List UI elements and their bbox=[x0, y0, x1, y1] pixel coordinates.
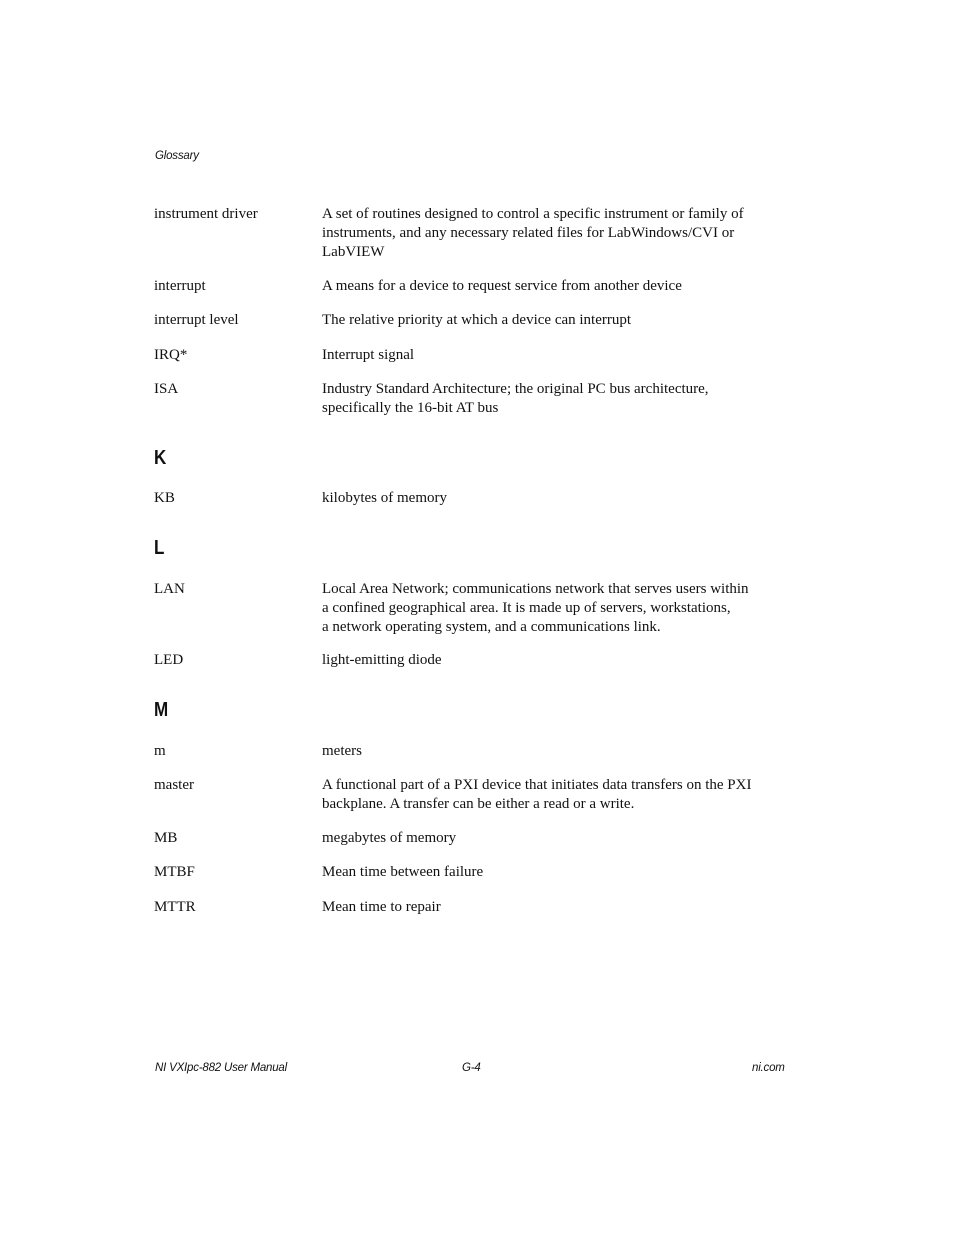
definition-line: LabVIEW bbox=[322, 244, 385, 260]
glossary-definition bbox=[322, 829, 774, 848]
section-heading-m: M bbox=[154, 699, 169, 721]
definition-line: light-emitting diode bbox=[322, 652, 442, 668]
glossary-term: interrupt level bbox=[154, 312, 239, 328]
definition-line: backplane. A transfer can be either a read or a write. bbox=[322, 796, 635, 812]
glossary-term: LED bbox=[154, 652, 184, 668]
glossary-definition bbox=[322, 489, 774, 508]
glossary-term: interrupt bbox=[154, 278, 206, 294]
glossary-term: LAN bbox=[154, 581, 185, 597]
definition-line: a network operating system, and a communications link. bbox=[322, 619, 661, 635]
glossary-definition bbox=[322, 580, 774, 637]
glossary-definition bbox=[322, 205, 774, 262]
definition-line: The relative priority at which a device can interrupt bbox=[322, 312, 632, 328]
definition-line: Local Area Network; communications network that serves users within bbox=[322, 581, 749, 597]
glossary-term: KB bbox=[154, 490, 175, 506]
glossary-definition bbox=[322, 311, 774, 330]
definition-line: A functional part of a PXI device that initiates data transfers on the PXI bbox=[322, 777, 752, 793]
glossary-term: MB bbox=[154, 830, 178, 846]
definition-line: kilobytes of memory bbox=[322, 490, 447, 506]
definition-line: instruments, and any necessary related files for LabWindows/CVI or bbox=[322, 225, 735, 241]
section-heading-k: K bbox=[154, 447, 167, 469]
glossary-term: ISA bbox=[154, 381, 179, 397]
glossary-definition bbox=[322, 898, 774, 917]
glossary-definition bbox=[322, 651, 774, 670]
definition-line: Interrupt signal bbox=[322, 347, 415, 363]
footer-website-link[interactable]: ni.com bbox=[752, 1062, 785, 1074]
definition-line: Mean time to repair bbox=[322, 899, 441, 915]
glossary-definition bbox=[322, 277, 774, 296]
glossary-definition bbox=[322, 742, 774, 761]
definition-line: megabytes of memory bbox=[322, 830, 457, 846]
glossary-definition bbox=[322, 380, 774, 418]
glossary-term: MTBF bbox=[154, 864, 195, 880]
glossary-term: IRQ* bbox=[154, 347, 188, 363]
glossary-definition bbox=[322, 776, 774, 814]
definition-line: Industry Standard Architecture; the original PC bus architecture, bbox=[322, 381, 709, 397]
definition-line: Mean time between failure bbox=[322, 864, 484, 880]
glossary-term: master bbox=[154, 777, 194, 793]
glossary-term: m bbox=[154, 743, 166, 759]
glossary-definition bbox=[322, 863, 774, 882]
definition-line: A set of routines designed to control a specific instrument or family of bbox=[322, 206, 744, 222]
definition-line: a confined geographical area. It is made up of servers, workstations, bbox=[322, 600, 731, 616]
definition-line: A means for a device to request service from another device bbox=[322, 278, 682, 294]
running-header: Glossary bbox=[155, 150, 199, 162]
footer-page-number: G-4 bbox=[462, 1062, 481, 1074]
glossary-term: MTTR bbox=[154, 899, 196, 915]
glossary-definition bbox=[322, 346, 774, 365]
footer-manual-title: NI VXIpc-882 User Manual bbox=[155, 1062, 287, 1074]
definition-line: meters bbox=[322, 743, 362, 759]
glossary-term: instrument driver bbox=[154, 206, 258, 222]
definition-line: specifically the 16-bit AT bus bbox=[322, 400, 499, 416]
section-heading-l: L bbox=[154, 537, 165, 559]
